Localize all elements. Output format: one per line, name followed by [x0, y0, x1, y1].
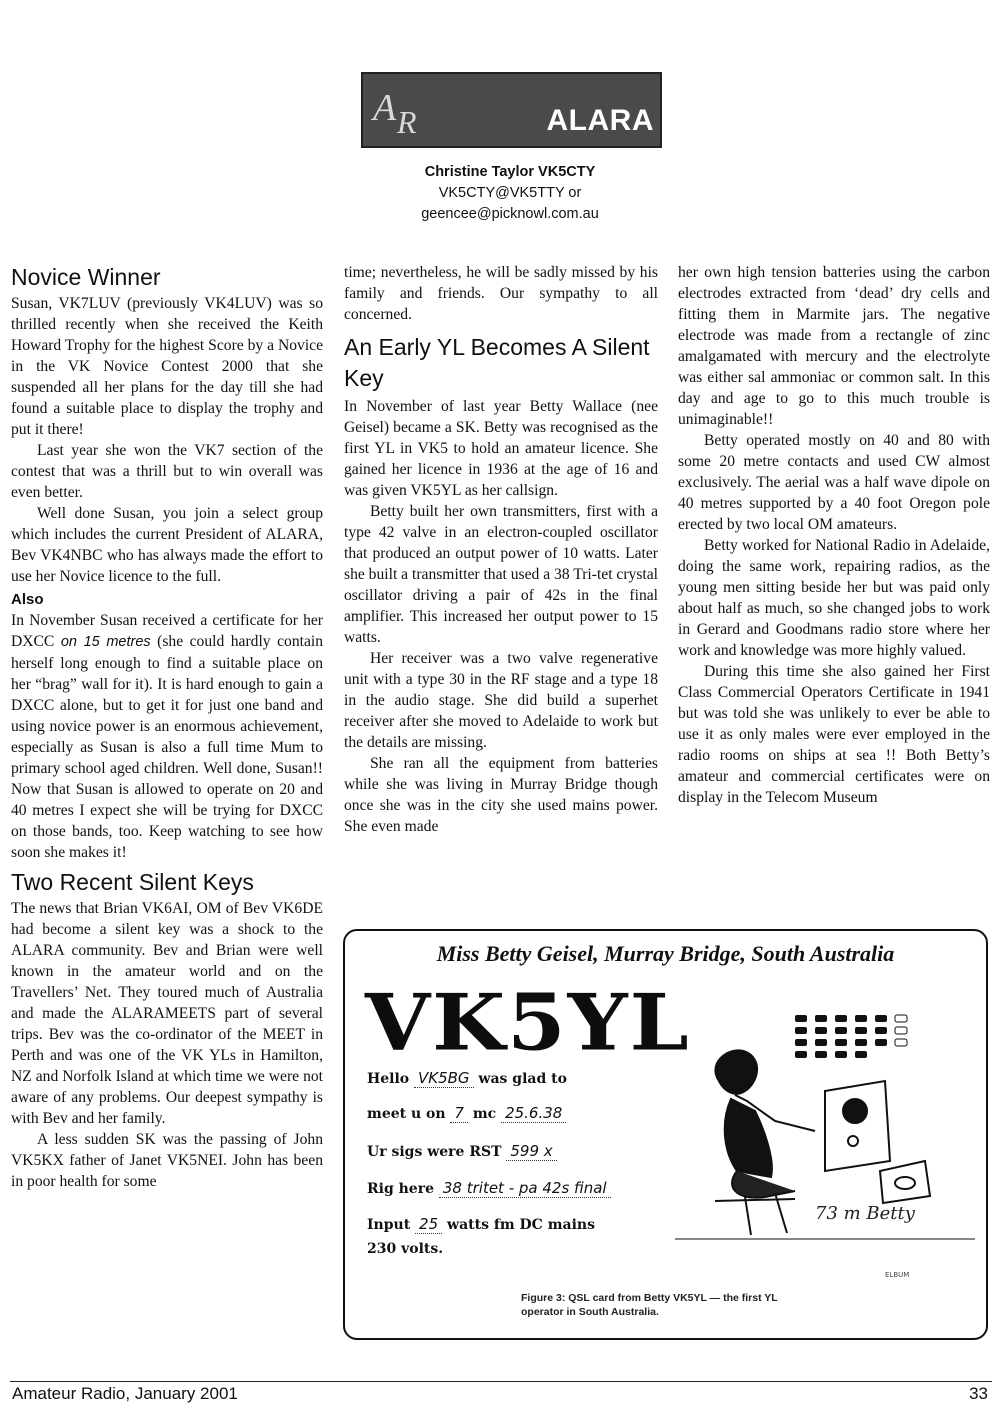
heading-two-recent-silent-keys: Two Recent Silent Keys: [11, 869, 254, 895]
publication-footer: Amateur Radio, January 2001: [12, 1384, 238, 1403]
qsl-text: Ur sigs were RST: [367, 1144, 502, 1160]
qsl-handwriting: 38 tritet - pa 42s final: [439, 1179, 611, 1198]
paragraph: In November of last year Betty Wallace (nee Geisel) became a SK. Betty was recognised as the first YL in VK5 to hold an amateur licence. She gained her licence in 1936 at the age of 16 and was given VK5YL as her callsign.: [344, 398, 658, 499]
paragraph: Susan, VK7LUV (previously VK4LUV) was so thrilled recently when she received the Keith Howard Trophy for the highest Score by a Novice in the VK Novice Contest 2000 that she suspended all her plans for the day till she had found a suitable place to display the trophy and put it there!: [11, 295, 323, 438]
page-number: 33: [969, 1384, 988, 1403]
radio-set: [825, 1081, 930, 1203]
qsl-card-figure: [343, 929, 988, 1340]
paragraph: Her receiver was a two valve regenerative unit with a type 30 in the RF stage and a type 18 in the audio stage. She did build a superhet receiver after she moved to Adelaide to work but the details are missing.: [344, 650, 658, 751]
qsl-handwriting: 25: [415, 1215, 442, 1234]
paragraph: her own high tension batteries using the carbon electrodes extracted from ‘dead’ dry cells and fitting them in Marmite jars. The negative electrode was made from a rectangle of zinc amalgamated with mercury and the electrolyte was either sal ammoniac or common salt. In this day and age to go to this much trouble is unimaginable!!: [678, 264, 990, 428]
heading-also: Also: [11, 591, 44, 608]
text-run: In November Susan received a certificate for her DXCC: [11, 612, 323, 650]
paragraph: A less sudden SK was the passing of John VK5KX father of Janet VK5NEI. John has been in poor health for some: [11, 1131, 323, 1190]
paragraph: The news that Brian VK6AI, OM of Bev VK6DE had become a silent key was a shock to the ALARA community. Bev and Brian were well known in the amateur world and on the Travellers’ Net. They toured much of Australia and made the ALARAMEETS part of several trips. Bev was the co-ordinator of the MEET in Perth and was one of the VK YLs in Hamilton, NZ and Norfolk Island at which time we were not aware of any problems. Our deepest sympathy is with Bev and her family.: [11, 900, 323, 1127]
qsl-line-rig: [367, 1179, 611, 1197]
qsl-text: was glad to: [478, 1071, 567, 1087]
qsl-text: Rig here: [367, 1181, 434, 1197]
author-email-2: geencee@picknowl.com.au: [421, 206, 599, 222]
qsl-line-hello: [367, 1069, 567, 1087]
paragraph: Betty operated mostly on 40 and 80 with some 20 metre contacts and used CW almost exclusively. The aerial was a half wave dipole on 40 metres supported by a 40 foot Oregon pole erected by two local OM amateurs.: [678, 432, 990, 533]
qsl-signoff: 73 m Betty: [815, 1203, 915, 1224]
qsl-line-input: [367, 1215, 595, 1233]
qsl-text: meet u on: [367, 1106, 446, 1122]
paragraph: Well done Susan, you join a select group which includes the current President of ALARA, Bev VK4NBC who has always made the effort to use her Novice licence to the full.: [11, 505, 323, 585]
column-title: ALARA: [546, 104, 654, 137]
column-1: [11, 262, 323, 1192]
paragraph: Betty built her own transmitters, first with a type 42 valve in an electron-coupled oscillator that produced an output power of 10 watts. Later she built a transmitter that used a 38 Tri-tet crystal oscillator driving a pair of 42s in the final amplifier. This increased her output power to 15 watts.: [344, 503, 658, 646]
heading-early-yl: An Early YL Becomes A Silent Key: [344, 334, 650, 391]
qsl-line-volts: 230 volts.: [367, 1241, 444, 1257]
paragraph: Last year she won the VK7 section of the contest that was a thrill but to win overall was even better.: [11, 442, 323, 501]
paragraph: time; nevertheless, he will be sadly missed by his family and friends. Our sympathy to all concerned.: [344, 264, 658, 323]
figure-caption: Figure 3: QSL card from Betty VK5YL — the first YL operator in South Australia.: [521, 1292, 778, 1318]
monogram-r: R: [397, 104, 417, 140]
author-email-1: VK5CTY@VK5TTY or: [438, 185, 582, 201]
paragraph-dxcc: [11, 610, 323, 863]
qsl-line-meet: [367, 1104, 566, 1122]
qsl-text: Input: [367, 1217, 411, 1233]
emphasis-15-metres: on 15 metres: [60, 634, 151, 650]
operator-figure: [715, 1050, 815, 1235]
alara-logo: [361, 72, 662, 148]
qsl-heading: Miss Betty Geisel, Murray Bridge, South Australia: [436, 941, 895, 966]
qsl-text: mc: [472, 1106, 497, 1122]
qsl-line-rst: [367, 1142, 557, 1160]
qsl-print-mark: ELBUM: [885, 1271, 910, 1279]
column-2: [344, 262, 658, 837]
qsl-handwriting: 25.6.38: [501, 1104, 566, 1123]
heading-novice-winner: Novice Winner: [11, 264, 161, 290]
footer-rule: [10, 1381, 992, 1382]
qsl-text: Hello: [367, 1071, 410, 1087]
byline: [340, 162, 680, 225]
ar-monogram: [371, 82, 431, 140]
paragraph: She ran all the equipment from batteries while she was living in Murray Bridge though once she was in the city she used mains power. She even made: [344, 755, 658, 835]
qsl-callsign: VK5YL: [365, 977, 691, 1069]
qsl-text: watts fm DC mains: [447, 1217, 595, 1233]
qsl-handwriting: 7: [450, 1104, 468, 1123]
paragraph: During this time she also gained her First Class Commercial Operators Certificate in 1941 but was told she was unlikely to ever be able to use it as only males were ever employed in the radio rooms on ships at sea !! Both Betty’s amateur and commercial certificates were on display in the Telecom Museum: [678, 663, 990, 806]
monogram-a: A: [373, 87, 397, 129]
qsl-handwriting: VK5BG: [414, 1069, 474, 1088]
qsl-handwriting: 599 x: [506, 1142, 556, 1161]
text-run: (she could hardly contain herself long enough to find a suitable place on her “brag” wall for it). It is hard enough to gain a DXCC alone, but to get it for just one band and using novice power is an enormous achievement, especially as Susan is also a full time Mum to primary school aged children. Well done, Susan!! Now that Susan is allowed to operate on 20 and 40 metres I expect she will be trying for DXCC on those bands, too. Keep watching to see how soon she makes it!: [11, 633, 323, 861]
instrument-panel-lights: [795, 1015, 907, 1058]
paragraph: Betty worked for National Radio in Adelaide, doing the same work, repairing radios, as the young men sitting beside her but was paid only about half as much, so she changed jobs to work in Gerard and Goodmans radio store where her work and knowledge was more highly valued.: [678, 537, 990, 659]
author-name: Christine Taylor VK5CTY: [424, 164, 596, 180]
column-3: [678, 262, 990, 808]
